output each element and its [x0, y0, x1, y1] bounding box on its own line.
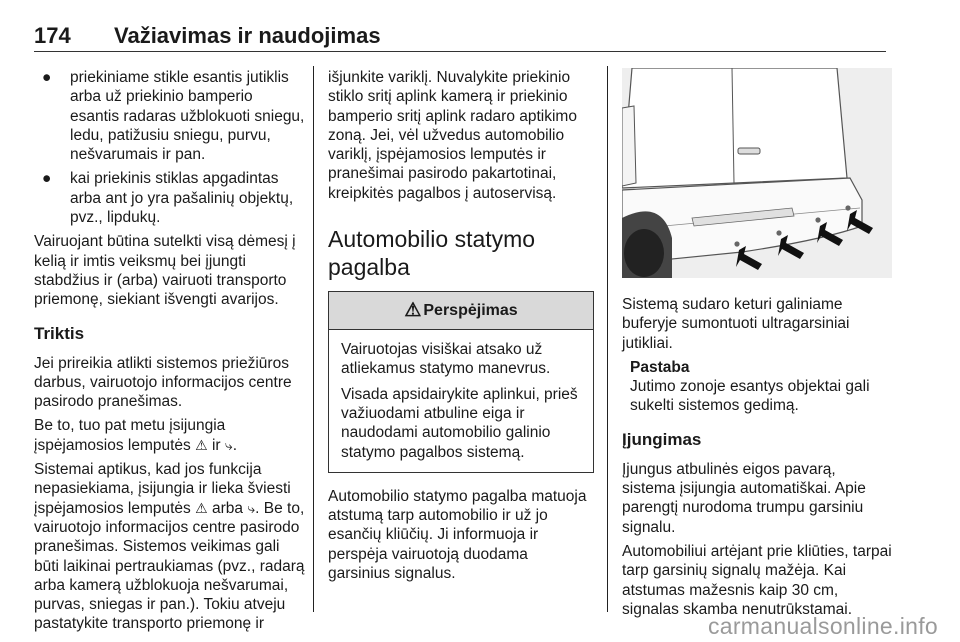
- watermark: carmanualsonline.info: [707, 613, 938, 639]
- paragraph: Automobiliui artėjant prie kliūties, tarpai tarp garsinių signalų mažėja. Kai atstumas mažesnis kaip 30 cm, signalas skamba nenutrūkstamai.: [622, 542, 892, 618]
- warning-triangle-icon: ⚠: [404, 299, 422, 321]
- paragraph: [34, 460, 306, 634]
- column-left: [34, 68, 306, 639]
- warning-box: [328, 291, 594, 473]
- column-middle: [328, 68, 594, 588]
- paragraph-text: arba: [211, 499, 244, 517]
- paragraph-text: Be to, tuo pat metu įsijungia įspėjamosios lemputės: [34, 417, 226, 454]
- sensor-dot: [815, 217, 820, 222]
- list-item: [34, 169, 306, 227]
- note-title: Pastaba: [630, 358, 690, 376]
- page-number: 174: [34, 23, 71, 48]
- paragraph: Vairuojant būtina sutelkti visą dėmesį į kelią ir imtis veiksmų bei įjungti stabdžius ir (arba) vairuoti transporto priemonę, siekiant išvengti avarijos.: [34, 233, 296, 309]
- paragraph: [34, 416, 306, 455]
- column-divider: [607, 66, 608, 612]
- warning-header: [329, 292, 593, 330]
- warning-body: [329, 330, 593, 472]
- paragraph-text: Sistemai aptikus, kad jos funkcija nepasiekiama, įsijungia ir lieka šviesti įspėjamosios lemputės: [34, 461, 291, 517]
- sensor-dot: [734, 241, 739, 246]
- collision-warning-lamp-icon: ⚠: [195, 436, 208, 453]
- column-divider: [313, 66, 314, 612]
- note-text: Jutimo zonoje esantys objektai gali sukelti sistemos gedimą.: [630, 378, 870, 415]
- paragraph-text: . Be to, vairuotojo informacijos centre pasirodo pranešimas. Sistemos veikimas gali būti laikinai pertraukiamas (pvz., radarą arba kamerą užblokuoja nešvarumai, purvas, sniegas ir pan.). Tokiu atveju pastatykite transporto priemonę ir: [34, 499, 305, 633]
- paragraph: Įjungus atbulinės eigos pavarą, sistema įsijungia automatiškai. Apie parengtį nurodoma trumpu garsiniu signalu.: [622, 460, 866, 536]
- list-item-text: kai priekinis stiklas apgadintas arba ant jo yra pašalinių objektų, pvz., lipdukų.: [70, 170, 294, 227]
- column-right: [622, 68, 892, 624]
- section-heading: Įjungimas: [622, 429, 702, 449]
- pedestrian-lamp-icon: ⤷: [224, 436, 233, 453]
- bullet-icon: ●: [42, 69, 52, 86]
- list-item: [34, 68, 306, 164]
- pedestrian-lamp-icon: ⤷: [247, 499, 256, 516]
- section-heading: Automobilio statymo pagalba: [328, 226, 536, 281]
- paragraph: Sistemą sudaro keturi galiniame buferyje sumontuoti ultragarsiniai jutikliai.: [622, 296, 850, 352]
- collision-warning-lamp-icon: ⚠: [195, 499, 208, 516]
- paragraph: Jei prireikia atlikti sistemos priežiūros darbus, vairuotojo informacijos centre pasirodo pranešimas.: [34, 354, 292, 411]
- warning-paragraph: Visada apsidairykite aplinkui, prieš važiuodami atbuline eiga ir naudodami automobilio galinio statymo pagalbos sistemą.: [341, 385, 578, 461]
- rear-bumper-sensors-illustration: [622, 68, 892, 278]
- paragraph-text: .: [232, 436, 238, 454]
- bullet-icon: ●: [42, 170, 52, 188]
- paragraph: išjunkite variklį. Nuvalykite priekinio stiklo sritį aplink kamerą ir priekinio bamperio sritį aplink radaro aptikimo zoną. Jei, vėl užvedus automobilio variklį, įspėjamosios lemputės ir pranešimai pasirodo pakartotinai, kreipkitės pagalbos į autoservisą.: [328, 69, 577, 202]
- paragraph: Automobilio statymo pagalba matuoja atstumą tarp automobilio ir už jo esančių kliūčių. Ji informuoja ir perspėja vairuotoją duodama garsinius signalus.: [328, 487, 587, 583]
- sensor-dot: [776, 230, 781, 235]
- warning-paragraph: Vairuotojas visiškai atsako už atliekamus statymo manevrus.: [341, 341, 551, 378]
- sensor-dot: [845, 205, 850, 210]
- paragraph-text: ir: [211, 436, 221, 454]
- chapter-title: Važiavimas ir naudojimas: [114, 23, 381, 48]
- list-item-text: priekiniame stikle esantis jutiklis arba už priekinio bamperio esantis radaras užblokuoti sniegu, ledu, patižusiu sniegu, purvu, nešvarumais ir pan.: [70, 69, 305, 164]
- warning-title: Perspėjimas: [423, 301, 518, 319]
- note-box: [622, 358, 892, 416]
- section-heading: Triktis: [34, 323, 85, 343]
- van-rear-drawing: [622, 68, 892, 278]
- page-header: [34, 24, 886, 52]
